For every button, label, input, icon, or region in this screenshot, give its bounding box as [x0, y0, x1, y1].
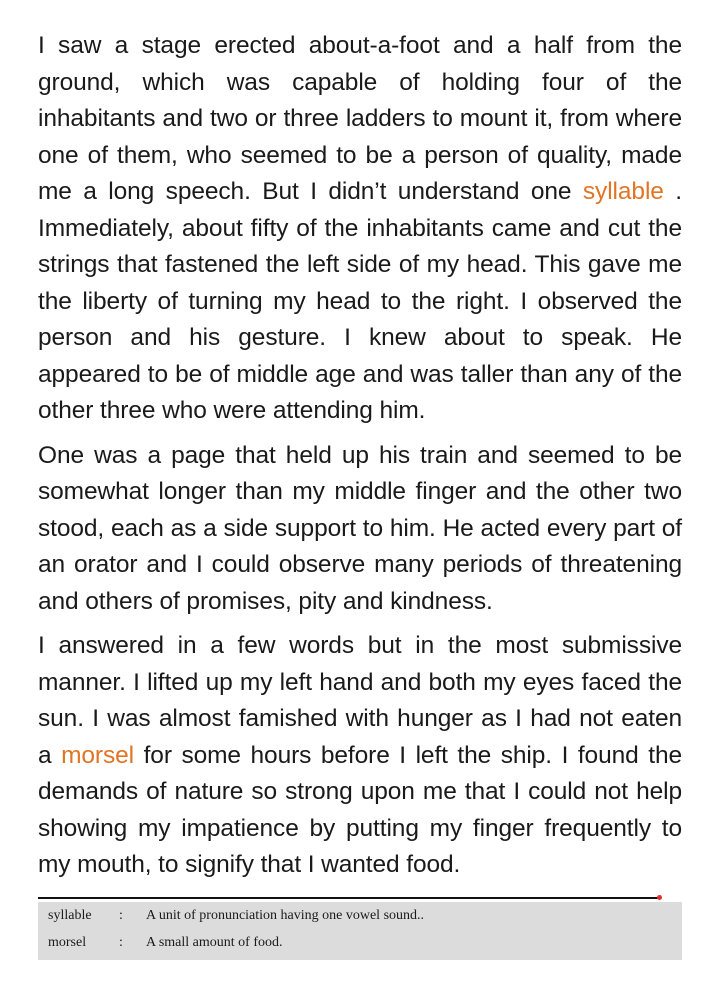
- paragraph-3-text-end: for some hours before I left the ship. I found the demands of nature so strong upon me that I could not help showing my impatience by putting my finger frequently to my mouth, to signify that I wanted food.: [38, 741, 682, 878]
- paragraph-1-text-start: I saw a stage erected about-a-foot and a half from the ground, which was capable of holding four of the inhabitants and two or three ladders to mount it, from where one of them, who seemed to be a person of quality, made me a long speech. But I didn’t understand one: [38, 32, 682, 205]
- glossary-separator: :: [119, 908, 123, 923]
- glossary-definition: A small amount of food.: [146, 935, 283, 950]
- glossary-term: morsel: [48, 935, 87, 950]
- paragraph-3-text-start: I answered in a few words but in the most submissive manner. I lifted up my left hand and both my eyes faced the sun. I was almost famished with hunger as I had not eaten a: [38, 632, 682, 769]
- divider-dot: [657, 895, 662, 900]
- glossary-separator: :: [119, 935, 123, 950]
- paragraph-2: One was a page that held up his train and seemed to be somewhat longer than my middle finger and the other two stood, each as a side support to him. He acted every part of an orator and I could observe many periods of threatening and others of promises, pity and kindness.: [38, 441, 682, 615]
- highlighted-word-syllable: syllable: [582, 178, 664, 205]
- paragraph-1-text-end: . Immediately, about fifty of the inhabitants came and cut the strings that fastened the left side of my head. This gave me the liberty of turning my head to the right. I observed the person and his gesture. I knew about to speak. He appeared to be of middle age and was taller than any of the other three who were attending him.: [38, 178, 682, 424]
- paragraph-3: [38, 628, 682, 884]
- glossary-box: [38, 902, 682, 960]
- divider-line: [38, 897, 660, 899]
- glossary-definition: A unit of pronunciation having one vowel sound..: [146, 908, 425, 923]
- paragraph-1: [38, 28, 682, 430]
- glossary-term: syllable: [48, 908, 92, 923]
- story-text: [38, 28, 682, 892]
- highlighted-word-morsel: morsel: [61, 741, 135, 769]
